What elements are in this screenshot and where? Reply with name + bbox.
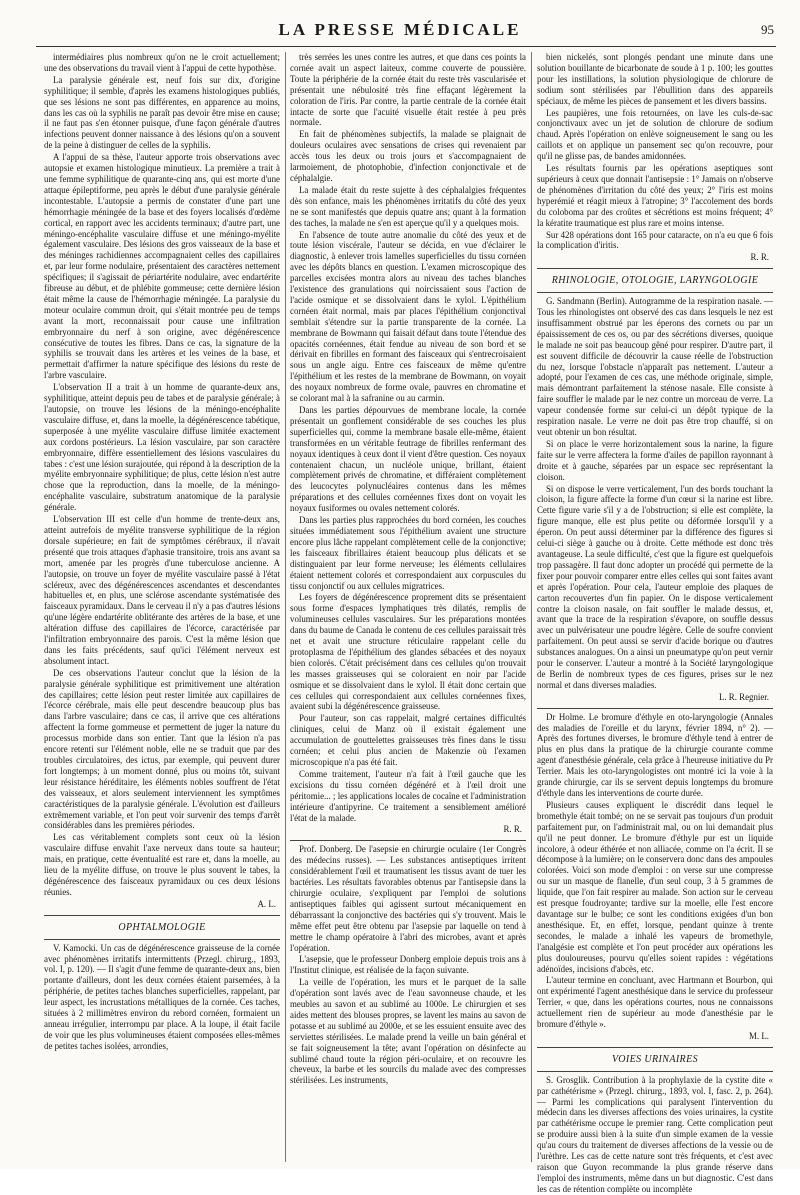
page-number: 95 <box>761 22 774 37</box>
article-grosglik: S. Grosglik. Contribution à la prophylaxie de la cystite dite « par cathétérisme » (Przegl. chirurg., 1893, vol. I, fasc. 2, p. 264). — Parmi les complications qui paralysent l'intervention du médecin dans les diverses affections des voies urinaires, la cystite par cathétérisme occupe le premier rang. Cette complication peut se produire aussi bien à la suite d'un simple examen de la vessie qu'au cours du traitement de diverses affections de la vessie ou de l'urèthre. Les cas de cette nature sont très fréquents, et c'est avec raison que Guyon recommande la plus grande réserve dans l'emploi des instruments, même dans un but diagnostic. C'est dans les cas de rétention complète ou incomplète <box>537 1074 773 1194</box>
paragraph: La malade était du reste sujette à des céphalalgies fréquentes dès son enfance, mais les phénomènes irritatifs du côté des yeux ne se sont manifestés que depuis quatre ans; quant à la formation des taches, la malade ne s'en est aperçue qu'il y a quelques mois. <box>290 184 526 228</box>
author-signature: R. R. <box>503 824 522 835</box>
paragraph: L'auteur termine en concluant, avec Hartmann et Bourbon, qui ont expérimenté l'agent anesthésique dans le service du professeur Terrier, « que, dans les opérations courtes, nous ne connaissons actuellement rien de supérieur au mode d'anesthésie par le bromure d'éthyle ». <box>537 975 773 1030</box>
paragraph: Sur 428 opérations dont 165 pour cataracte, on n'a eu que 6 fois la complication d'iritis. <box>537 229 773 251</box>
article-holme: Dr Holme. Le bromure d'éthyle en oto-laryngologie (Annales des maladies de l'oreille et du larynx, février 1894, n° 2). — Après des fortunes diverses, le bromure d'éthyle tend à entrer de plus en plus dans la pratique de la chirurgie courante comme agent d'anesthésie générale, cela grâce à l'heureuse initiative du Pr Terrier. Mais les oto-laryngologistes ont montré ici la voie à la grande chirurgie, car ils se servent depuis longtemps du bromure d'éthyle dans les interventions de courte durée. <box>537 711 773 798</box>
paragraph: intermédiaires plus nombreux qu'on ne le croit actuellement; une des observations du travail vient à l'appui de cette hypothèse. <box>44 52 280 73</box>
article-sandmann: G. Sandmann (Berlin). Autogramme de la respiration nasale. — Tous les rhinologistes ont observé des cas dans lesquels le nez est insuffisamment obstrué par les éperons des cornets ou par un épaississement de ces os, ou par des sécrétions diverses, quoique le malade ne soit pas beaucoup gêné pour respirer. D'autre part, il est souvent difficile de découvrir la cause réelle de l'obstruction du nez, lorsque l'obstacle n'apparaît pas nettement. L'auteur a adopté, pour l'examen de ces cas, une méthode originale, simple, mais démontrant parfaitement la sténose nasale. Elle consiste à faire souffler le malade par le nez contre un morceau de verre. La vapeur condensée forme sur celui-ci un dépôt typique de la respiration nasale. Le verre ne doit pas être trop chauffé, si on veut obtenir un bon résultat. <box>537 296 773 437</box>
paragraph: bien nickelés, sont plongés pendant une minute dans une solution bouillante de bicarbonate de soude à 1 p. 100; les gouttes pour les instillations, la solution physiologique de chlorure de sodium sont stérilisées par l'ébullition dans des appareils spéciaux, de même les pièces de pansement et les divers bassins. <box>537 52 773 106</box>
column-divider <box>285 52 286 1162</box>
paragraph: L'observation III est celle d'un homme de trente-deux ans, atteint autrefois de myélite transverse syphilitique de la région dorsale supérieure; en fait de symptômes cérébraux, il n'avait présenté que trois attaques d'aphasie transitoire, trois ans avant sa mort, amenée par les progrès d'une tuberculose ancienne. A l'autopsie, on trouve un foyer de myélite vasculaire passé à l'état scléreux, avec des dégénérescences ascendantes et descendantes habituelles et, en plus, une sclérose ascendante systématisée des faisceaux pyramidaux. Dans le cerveau il n'y a pas d'autres lésions qu'une légère endartérite oblitérante des artères de la base, et une altération diffuse des capillaires de l'écorce, caractérisée par l'infiltration embryonnaire des parois. C'est la même lésion que dans les faits précédents, sauf qu'ici l'élément nerveux est absolument intact. <box>44 514 280 666</box>
column-2 <box>290 52 526 1162</box>
paragraph: Dans les parties dépourvues de membrane locale, la cornée présentait un gonflement considérable de ses couches les plus superficielles qui, comme la membrane basale elle-même, étaient transformées en un véritable feutrage de fibrilles renfermant des noyaux identiques à ceux dont il vient d'être question. Ces noyaux contenaient chacun, un nucléole unique, brillant, étaient complètement privés de chromatine, et différaient complètement des leucocytes polynucléaires contenus dans les mêmes préparations et des cellules cornéennes fixes dont on voyait les noyaux fusiformes ou ovales nettement colorés. <box>290 405 526 514</box>
section-heading-rhinologie: RHINOLOGIE, OTOLOGIE, LARYNGOLOGIE <box>551 275 759 287</box>
paragraph: L'observation II a trait à un homme de quarante-deux ans, syphilitique, atteint depuis peu de tabes et de paralysie générale; à l'autopsie, on trouve les lésions de la méningo-encéphalite vasculaire diffuse, et, dans la moelle, la dégénérescence tabétique, superposée à une myélite vasculaire diffuse limitée exactement aux cordons postérieurs. La lésion vasculaire, par son caractère embryonnaire, diffère essentiellement des lésions vasculaires du tabes : c'est une lésion surajoutée, qui répond à la description de la myélite embryonnaire syphilitique; de plus, cette lésion n'est autre chose que la reproduction, dans la moelle, de la méningo-encéphalite vasculaire, substratum anatomique de la paralysie générale. <box>44 382 280 513</box>
paragraph: Comme traitement, l'auteur n'a fait à l'œil gauche que les excisions du tissu cornéen dégénéré et à l'œil droit une péritomie... ; les applications locales de cocaïne et l'administration intérieure d'antipyrine. Ce traitement a sensiblement amélioré l'état de la malade. <box>290 768 526 823</box>
page-header <box>0 18 800 42</box>
paragraph: Pour l'auteur, son cas rappelait, malgré certaines difficultés cliniques, celui de Manz où il existait également une accumulation de gouttelettes graisseuses très fines dans le tissu cornéen; et celui plus ancien de Makenzie où l'examen microscopique n'a pas été fait. <box>290 713 526 767</box>
paragraph: très serrées les unes contre les autres, et que dans ces points la cornée avait un aspect laiteux, comme couverte de poussière. Toute la périphérie de la cornée était du reste très vascularisée et présentait une nébulosité très fine effaçant légèrement la coloration de l'iris. Par contre, la partie centrale de la cornée était intacte de sorte que l'acuité visuelle était restée à peu près normale. <box>290 52 526 128</box>
article-donberg: Prof. Donberg. De l'asepsie en chirurgie oculaire (1er Congrès des médecins russes). — Les substances antiseptiques irritent considérablement l'œil et traumatisent les tissus avant de tuer les bactéries. Les résultats favorables obtenus par l'antisepsie dans la chirurgie oculaire, s'expliquent par l'emploi de solutions antiseptiques faibles qui agissent surtout mécaniquement en débarrassant la conjonctive des bactéries qui s'y trouvent. Mais le même effet peut être obtenu par l'asepsie par laquelle on tend à mettre le champ opératoire à l'abri des microbes, avant et après l'opération. <box>290 844 526 953</box>
paragraph: En fait de phénomènes subjectifs, la malade se plaignait de douleurs oculaires avec sensations de crises qui revenaient par accès tous les deux ou trois jours et s'accompagnaient de larmoiement, de photophobie, d'infection conjonctivale et de céphalalgie. <box>290 129 526 183</box>
paragraph: L'asepsie, que le professeur Donberg emploie depuis trois ans à l'Institut clinique, est réalisée de la façon suivante. <box>290 954 526 976</box>
column-3 <box>537 52 773 1194</box>
author-signature: M. L. <box>749 1030 769 1041</box>
section-divider <box>537 268 773 269</box>
section-heading-ophtalmologie: OPHTALMOLOGIE <box>118 921 206 933</box>
column-1 <box>44 52 280 1162</box>
author-signature: R. R. <box>750 252 769 263</box>
paragraph: Les cas véritablement complets sont ceux où la lésion vasculaire diffuse envahit l'axe nerveux dans toute sa hauteur; mais, en pratique, cette éventualité est rare et, dans la moelle, au lieu de la myélite diffuse, on trouve le plus souvent le tabes, la dégénérescence des faisceaux pyramidaux ou ces deux lésions réunies. <box>44 832 280 897</box>
author-signature: A. L. <box>257 898 276 909</box>
section-divider <box>44 915 280 916</box>
paragraph: Les résultats fournis par les opérations aseptiques sont supérieurs à ceux que donnait l'antisepsie : 1° Jamais on n'observe de phénomènes d'irritation du côté des yeux; 2° l'iris est moins hyperémié et réagit mieux à l'atropine; 3° l'accolement des bords du coloboma par des croûtes et sécrétions est moins fréquent; 4° la kératite traumatique est plus rare et moins intense. <box>537 163 773 228</box>
paragraph: La paralysie générale est, neuf fois sur dix, d'origine syphilitique; il semble, d'après les examens histologiques publiés, que ses lésions ne sont pas différentes, en apparence au moins, dans les cas où la syphilis ne paraît pas devoir être mise en cause; il ne faut pas s'en étonner puisque, d'une façon générale d'autres infections peuvent donner naissance à des lésions qu'on a souvent de la peine à distinguer de celles de la syphilis. <box>44 74 280 151</box>
paragraph: Dans les parties plus rapprochées du bord cornéen, les couches situées immédiatement sous l'épithélium avaient une structure encore plus lâche rappelant complètement celle de la conjonctive; les faisceaux fibrillaires étaient beaucoup plus délicats et se distinguaient par leur forme nerveuse; les éléments cellulaires étaient nettement colorés et correspondaient aux corpuscules du tissu conjonctif ou aux cellules migratrices. <box>290 515 526 591</box>
paragraph: Si on dispose le verre verticalement, l'un des bords touchant la cloison, la figure affecte la forme d'un cœur si la narine est libre. Cette figure varie s'il y a de l'obstruction; si elle est complète, la figure manque, elle est plus petite ou déformée lorsqu'il y a éperon. On peut aussi déterminer par la différence des figures si celui-ci siège à gauche ou à droite. Cette méthode est donc très avantageuse. La seule difficulté, c'est que la figure est quelquefois trop passagère. Il faut donc adopter un procédé qui permette de la fixer pour pouvoir comparer entre elles celles qui sont faites avant et après l'opération. Pour cela, l'auteur emploie des plaques de carton recouvertes d'un fin papier. On le dispose verticalement contre la cloison nasale, on fait souffler le malade dessus, et, avant que la trace de la respiration s'évapore, on souffle dessus avec un pulvérisateur une poudre légère. Celle de soufre convient parfaitement. On peut aussi se servir d'acide borique ou d'autres substances analogues. On a ainsi un pneumatype qu'on peut vernir pour le conserver. L'auteur a montré à la Société laryngologique de Berlin de nombreux types de ces figures, prises sur le nez normal et dans diverses maladies. <box>537 483 773 690</box>
section-divider <box>537 1071 773 1072</box>
paragraph: Les paupières, une fois retournées, on lave les culs-de-sac conjonctivaux avec un jet de solution de chlorure de sodium chaud. Après l'opération on enlève soigneusement le sang ou les caillots et on applique un pansement sec qu'on recouvre, pour qu'il ne glisse pas, de bandes amidonnées. <box>537 107 773 162</box>
column-divider <box>531 52 532 1162</box>
paragraph: Les foyers de dégénérescence proprement dits se présentaient sous forme d'espaces lymphatiques très dilatés, remplis de volumineuses cellules vasculaires. Sur les préparations montées dans du baume de Canada le contenu de ces cellules paraissait très net et avait une structure réticulaire rappelant celle du protoplasma de l'épithélium des glandes sébacées et des noyaux bien colorés. C'était précisément dans ces cellules qu'on trouvait les masses graisseuses qui se coloraient en noir par l'acide osmique et se dissolvaient dans le xylol. Il était donc certain que ces cellules qui correspondaient aux cellules cornéennes fixes, avaient subi la dégénérescence graisseuse. <box>290 592 526 712</box>
section-divider <box>537 708 773 709</box>
section-divider <box>537 292 773 293</box>
section-divider <box>537 1047 773 1048</box>
paragraph: A l'appui de sa thèse, l'auteur apporte trois observations avec autopsie et examen histologique minutieux. La première a trait à une femme syphilitique de quarante-cinq ans, qui est morte d'une attaque épileptiforme, peu après le début d'une paralysie générale incontestable. L'autopsie a permis de constater d'une part une hémorrhagie méningée de la base et des foyers localisés d'œdème cortical, en rapport avec les accidents terminaux; d'autre part, une méningo-encéphalite vasculaire diffuse et une méningo-myélite également vasculaire. Des lésions des gros vaisseaux de la base et des méninges rachidiennes accompagnaient celles des capillaires et, par leur forme nodulaire, présentaient des caractères nettement spécifiques; il s'agissait de périartérite nodulaire, avec endartérite fibreuse au début, et de phlébite gommeuse; cette dernière lésion était même la cause de l'hémorrhagie méningée. La paralysie du moteur oculaire commun droit, qui s'était montrée peu de temps avant la mort, reconnaissait pour cause une infiltration embryonnaire du nerf à son origine, avec dégénérescence consécutive de toutes les fibres. Dans ce cas, la signature de la syphilis se trouvait dans les artères et les veines de la base, et permettait d'affirmer la nature spécifique des lésions du reste de l'arbre vasculaire. <box>44 152 280 381</box>
paragraph: Plusieurs causes expliquent le discrédit dans lequel le bromethyle était tombé; on ne se servait pas toujours d'un produit parfaitement pur, on l'administrait mal, ou on lui demandait plus qu'il ne peut donner. Le bromure d'éthyle pur est un liquide incolore, à odeur éthérée et non alliacée, comme on l'a écrit. Il se décompose à la lumière; on le conservera donc dans des ampoules colorées. Voici son mode d'emploi : on verse sur une compresse ou sur un masque de flanelle, d'un seul coup, 3 à 5 grammes de liquide, que l'on fait respirer au malade. Son action sur le cerveau est presque foudroyante; tardive sur la moelle, elle l'est encore davantage sur le bulbe; ce sont les conditions exigées d'un bon anesthésique. Et, en effet, lorsque, pendant quinze à trente secondes, le malade a inhalé les vapeurs de bromethyle, l'analgésie est complète et l'on peut procéder aux opérations les plus douloureuses, pourvu qu'elles soient rapides : végétations adénoïdes, incisions d'abcès, etc. <box>537 799 773 974</box>
paragraph: Si on place le verre horizontalement sous la narine, la figure faite sur le verre affectera la forme d'ailes de papillon rayonnant à droite et à gauche, séparées par un espace sec représentant la cloison. <box>537 438 773 482</box>
paragraph: La veille de l'opération, les murs et le parquet de la salle d'opération sont lavés avec de l'eau savonneuse chaude, et les meubles au savon et au sublimé au 1000e. Le chirurgien et ses aides mettent des blouses propres, se lavent les mains au savon de potasse et au sublimé au 2000e, et se les essuient ensuite avec des serviettes stérilisées. Le malade prend la veille un bain général et se fait soigneusement la tête; avant l'opération on désinfecte au sublimé chaud toute la région péri-oculaire, et on recouvre les cheveux, la barbe et les sourcils du malade avec des compresses stérilisées. Les instruments, <box>290 977 526 1086</box>
paragraph: De ces observations l'auteur conclut que la lésion de la paralysie générale syphilitique est primitivement une altération des capillaires; cette lésion peut rester limitée aux capillaires de l'écorce cérébrale, mais elle peut descendre beaucoup plus bas dans l'arbre vasculaire; dans ce cas, il arrive que ces altérations affectent la forme gommeuse et permettent de juger la nature du processus morbide dans son entier. Tant que la lésion n'a pas encore retenti sur l'élément noble, elle ne se traduit que par des troubles circulatoires, des ictus, par exemple, qui peuvent durer fort longtemps; à un moment donné, plus ou moins tôt, suivant leur résistance héréditaire, les éléments nobles souffrent de l'état des vaisseaux, et alors seulement interviennent les symptômes caractéristiques de la paralysie générale. L'évolution est d'ailleurs extrêmement variable, et l'on peut voir survenir des temps d'arrêt considérables dans les premières périodes. <box>44 667 280 831</box>
section-heading-voies-urinaires: VOIES URINAIRES <box>612 1053 698 1065</box>
section-divider <box>44 939 280 940</box>
article-kamocki: V. Kamocki. Un cas de dégénérescence graisseuse de la cornée avec phénomènes irritatifs intermittents (Przegl. chirurg., 1893, vol. I, p. 120). — Il s'agit d'une femme de quarante-deux ans, bien portante d'ailleurs, dont les deux cornées étaient parsemées, à la périphérie, de petites taches blanches superficielles, rappelant, par leur aspect, les incrustations métalliques de la cornée. Ces taches, situées à 2 millimètres environ du rebord cornéen, formaient un anneau irrégulier, interrompu par place. A la loupe, il était facile de voir que les plus volumineuses étaient composées elles-mêmes de petites taches isolées, arrondies, <box>44 942 280 1051</box>
journal-title: LA PRESSE MÉDICALE <box>278 20 522 39</box>
header-divider <box>36 46 776 47</box>
author-signature: L. R. Regnier. <box>718 691 769 702</box>
paragraph: En l'absence de toute autre anomalie du côté des yeux et de toute lésion viscérale, l'auteur se décida, en vue d'éclairer le diagnostic, à enlever trois lamelles superficielles du tissu cornéen avec les dépôts blancs en question. L'examen microscopique des parcelles excisées montra alors au niveau des taches blanches l'existence des granulations qui noircissaient sous l'action de l'acide osmique et se dissolvaient dans le xylol. L'épithélium cornéen était normal, mais par places l'épithélium conjonctival semblait s'étendre sur la partie transparente de la cornée. La membrane de Bowmann qui faisait défaut dans toute l'étendue des opacités cornéennes, était fendue au niveau de son bord et se dérivait en fibrilles en formant des faisceaux qui s'entrecroisaient sous un angle aigu. Entre ces faisceaux de même qu'entre l'épithélium et les restes de la membrane de Bowmann, on voyait des noyaux nombreux de forme ovale, pauvres en chromatine et se colorant mal à la safranine ou au carmin. <box>290 229 526 404</box>
section-divider <box>290 840 526 841</box>
